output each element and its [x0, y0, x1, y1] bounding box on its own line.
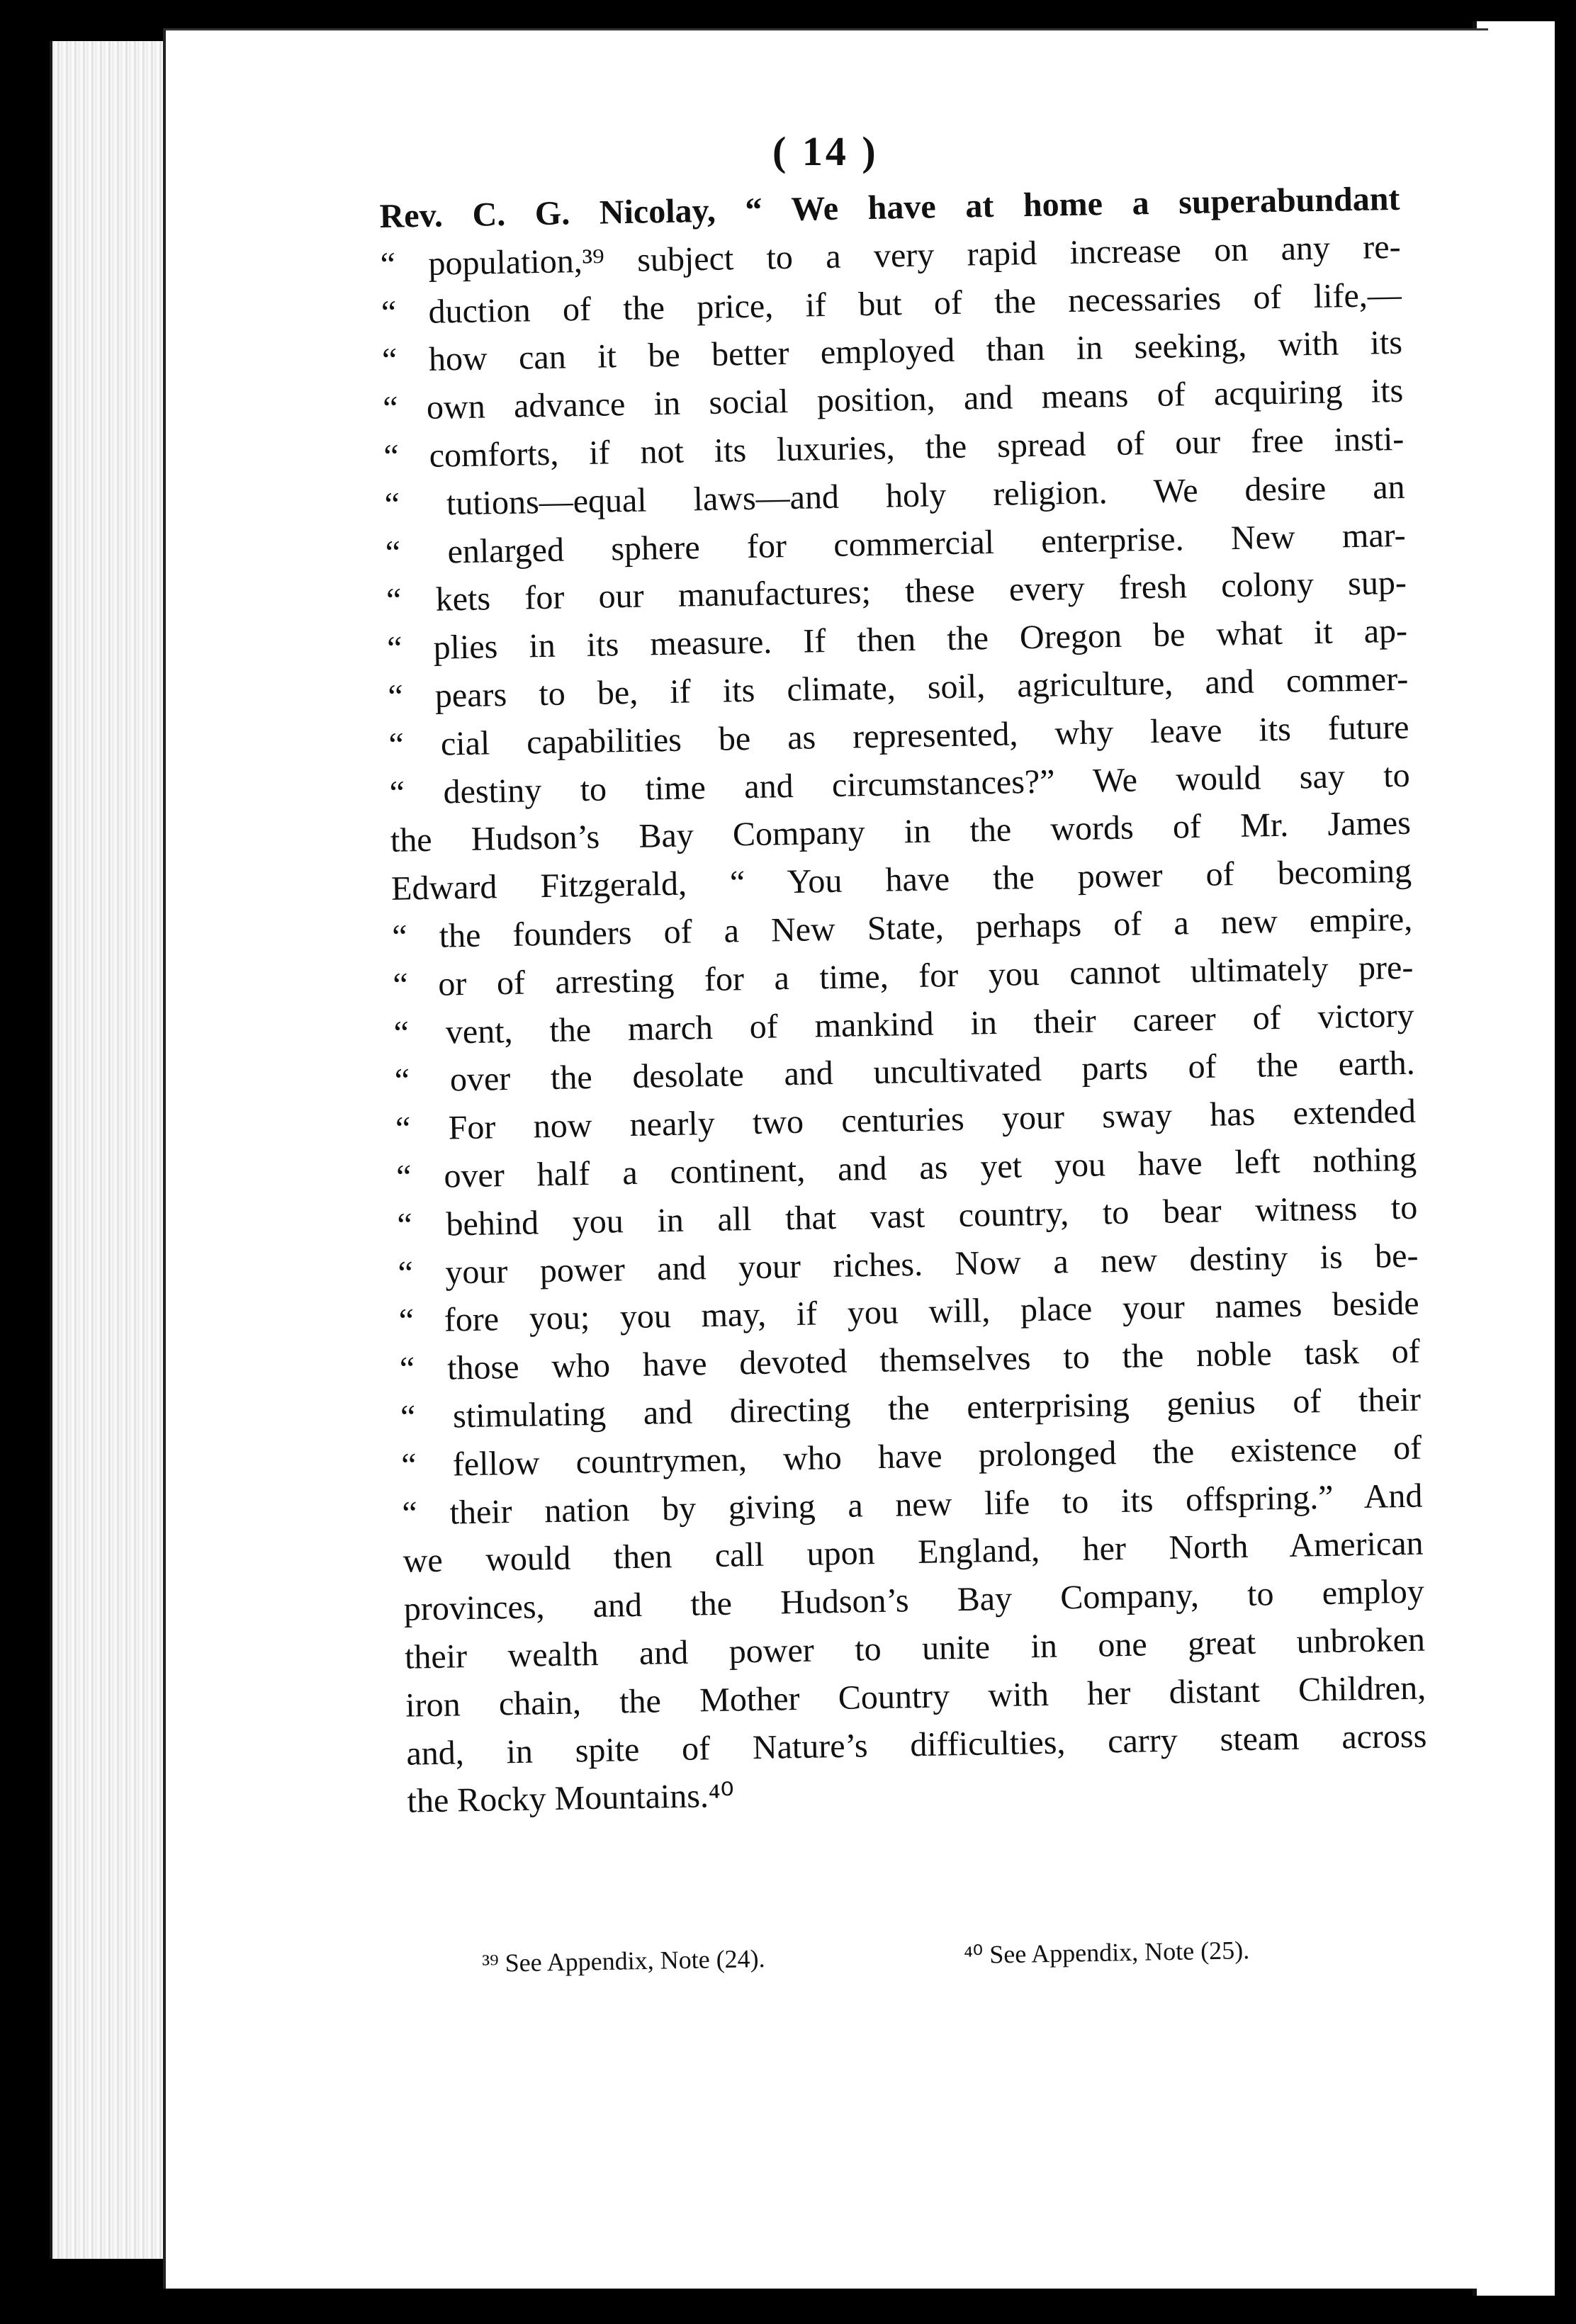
- text-line: Rev. C. G. Nicolay, “ We have at home a superabundant: [379, 179, 1400, 235]
- text-line: “ fore you; you may, if you will, place your names beside: [398, 1284, 1420, 1341]
- text-line: provinces, and the Hudson’s Bay Company, to employ: [403, 1572, 1425, 1628]
- text-line: “ destiny to time and circumstances?” We would say to: [389, 756, 1411, 812]
- text-line: “ population,³⁹ subject to a very rapid increase on any re-: [380, 227, 1402, 283]
- text-line: “ enlarged sphere for commercial enterprise. New mar-: [385, 516, 1407, 572]
- text-line: “ own advance in social position, and means of acquiring its: [382, 372, 1404, 428]
- text-line: “ cial capabilities be as represented, why leave its future: [388, 708, 1409, 764]
- footnote-40: ⁴⁰ See Appendix, Note (25).: [963, 1936, 1250, 1970]
- text-line: we would then call upon England, her North American: [403, 1524, 1424, 1581]
- text-line: “ how can it be better employed than in seeking, with its: [381, 324, 1403, 380]
- text-line: “ For now nearly two centuries your sway has extended: [395, 1092, 1417, 1148]
- text-line: “ behind you in all that vast country, to bear witness to: [396, 1188, 1418, 1244]
- text-line: “ stimulating and directing the enterprising genius of their: [400, 1380, 1422, 1436]
- text-line: Edward Fitzgerald, “ You have the power of becoming: [390, 852, 1412, 908]
- text-line: “ or of arresting for a time, for you cannot ultimately pre-: [393, 948, 1414, 1004]
- text-line: “ pears to be, if its climate, soil, agriculture, and commer-: [387, 660, 1409, 716]
- text-line: “ kets for our manufactures; these every fresh colony sup-: [385, 564, 1407, 620]
- text-line: iron chain, the Mother Country with her distant Children,: [405, 1669, 1426, 1725]
- text-line: “ duction of the price, if but of the necessaries of life,—: [381, 276, 1402, 332]
- text-line: their wealth and power to unite in one great unbroken: [404, 1620, 1426, 1676]
- page-number: ( 14 ): [772, 128, 879, 174]
- text-line: “ fellow countrymen, who have prolonged the existence of: [400, 1428, 1422, 1484]
- text-line: the Rocky Mountains.⁴⁰: [407, 1776, 735, 1820]
- text-line: “ over half a continent, and as yet you have left nothing: [395, 1140, 1417, 1196]
- text-line: “ vent, the march of mankind in their career of victory: [393, 996, 1414, 1052]
- text-line: “ over the desolate and uncultivated parts of the earth.: [394, 1044, 1416, 1100]
- text-line: and, in spite of Nature’s difficulties, carry steam across: [405, 1717, 1427, 1773]
- text-line: “ your power and your riches. Now a new destiny is be-: [398, 1236, 1419, 1292]
- body-text: [379, 175, 1428, 1826]
- text-line: “ tutions—equal laws—and holy religion. We desire an: [384, 468, 1405, 524]
- text-line: “ comforts, if not its luxuries, the spread of our free insti-: [383, 419, 1405, 475]
- footnote-39: ³⁹ See Appendix, Note (24).: [482, 1944, 765, 1978]
- text-line: “ their nation by giving a new life to its offspring.” And: [402, 1477, 1423, 1533]
- text-line: the Hudson’s Bay Company in the words of Mr. James: [390, 804, 1412, 860]
- text-line: “ plies in its measure. If then the Oregon be what it ap-: [386, 611, 1408, 668]
- text-line: “ those who have devoted themselves to the noble task of: [399, 1332, 1421, 1388]
- text-line: “ the founders of a New State, perhaps of a new empire,: [391, 900, 1413, 956]
